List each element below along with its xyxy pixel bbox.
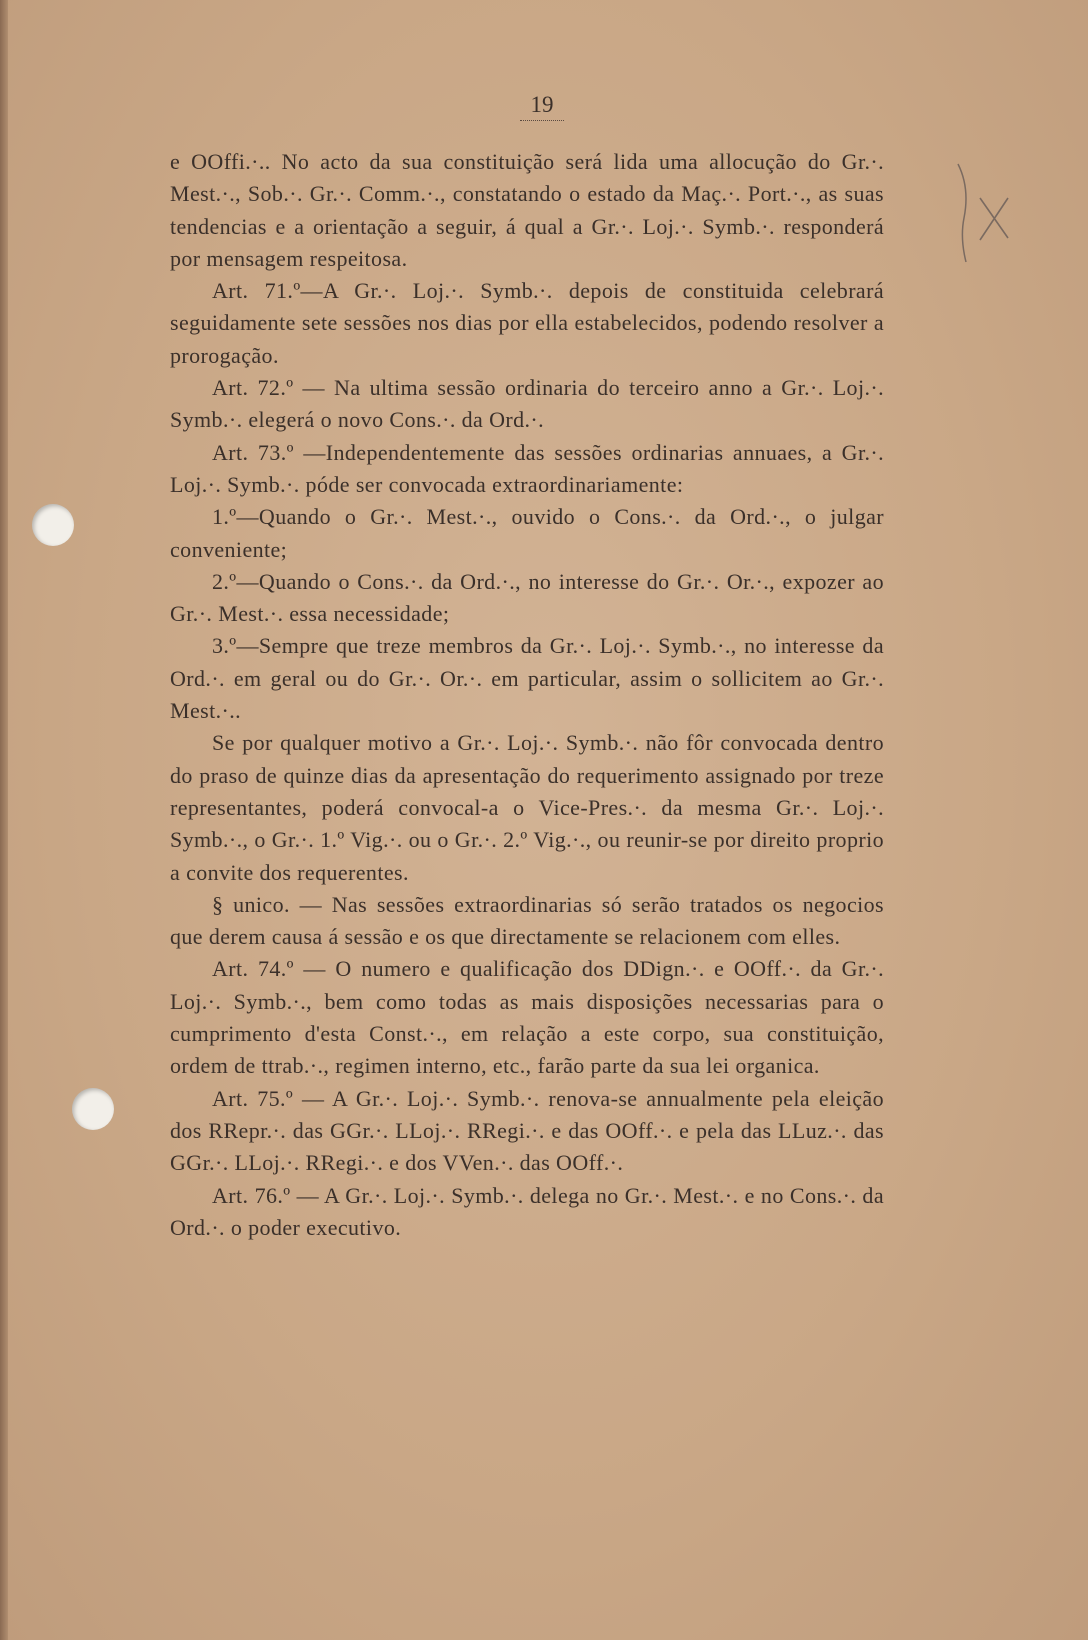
article-75: Art. 75.º — A Gr.·. Loj.·. Symb.·. renova-se annualmente pela eleição dos RRepr.·. das GGr.·. LLoj.·. RRegi.·. e das OOff.·. e pela das LLuz.·. das GGr.·. LLoj.·. RRegi.·. e dos VVen.·. das OOff.·.	[170, 1085, 884, 1176]
page-number: 19	[520, 92, 564, 121]
article-74: Art. 74.º — O numero e qualificação dos DDign.·. e OOff.·. da Gr.·. Loj.·. Symb.·., bem como todas as mais disposições necessarias para o cumprimento d'esta Const.·., em relação a este corpo, sua constituição, ordem de ttrab.·., regimen interno, etc., farão parte da sua lei organica.	[170, 956, 884, 1079]
punch-hole-upper	[32, 504, 74, 546]
article-73-paragraph: Se por qualquer motivo a Gr.·. Loj.·. Symb.·. não fôr convocada dentro do praso de quinze dias da apresentação do requerimento assignado por treze representantes, poderá convocal-a o Vice-Pres.·. da mesma Gr.·. Loj.·. Symb.·., o Gr.·. 1.º Vig.·. ou o Gr.·. 2.º Vig.·., ou reunir-se por direito proprio a convite dos requerentes.	[170, 730, 884, 885]
margin-mark-icon	[950, 158, 1040, 268]
punch-hole-lower	[72, 1088, 114, 1130]
article-73: Art. 73.º —Independentemente das sessões ordinarias annuaes, a Gr.·. Loj.·. Symb.·. póde ser convocada extraordinariamente:	[170, 439, 884, 497]
article-72: Art. 72.º — Na ultima sessão ordinaria do terceiro anno a Gr.·. Loj.·. Symb.·. elegerá o novo Cons.·. da Ord.·.	[170, 375, 884, 433]
body-text	[170, 146, 884, 1244]
article-71: Art. 71.º—A Gr.·. Loj.·. Symb.·. depois de constituida celebrará seguidamente sete sessões nos dias por ella estabelecidos, podendo resolver a prorogação.	[170, 278, 884, 368]
article-73-item-1: 1.º—Quando o Gr.·. Mest.·., ouvido o Cons.·. da Ord.·., o julgar conveniente;	[170, 504, 884, 562]
article-73-item-3: 3.º—Sempre que treze membros da Gr.·. Loj.·. Symb.·., no interesse da Ord.·. em geral ou do Gr.·. Or.·. em particular, assim o sollicitem ao Gr.·. Mest.·..	[170, 633, 884, 724]
paragraph-continuation: e OOffi.·.. No acto da sua constituição será lida uma allocução do Gr.·. Mest.·., Sob.·. Gr.·. Comm.·., constatando o estado da Maç.·. Port.·., as suas tendencias e a orientação a seguir, á qual a Gr.·. Loj.·. Symb.·. responderá por mensagem respeitosa.	[170, 149, 884, 271]
article-76: Art. 76.º — A Gr.·. Loj.·. Symb.·. delega no Gr.·. Mest.·. e no Cons.·. da Ord.·. o poder executivo.	[170, 1182, 884, 1240]
article-73-sole-paragraph: § unico. — Nas sessões extraordinarias só serão tratados os negocios que derem causa á sessão e os que directamente se relacionem com elles.	[170, 891, 884, 950]
article-73-item-2: 2.º—Quando o Cons.·. da Ord.·., no interesse do Gr.·. Or.·., expozer ao Gr.·. Mest.·. essa necessidade;	[170, 568, 884, 627]
page-left-edge	[0, 0, 8, 1640]
